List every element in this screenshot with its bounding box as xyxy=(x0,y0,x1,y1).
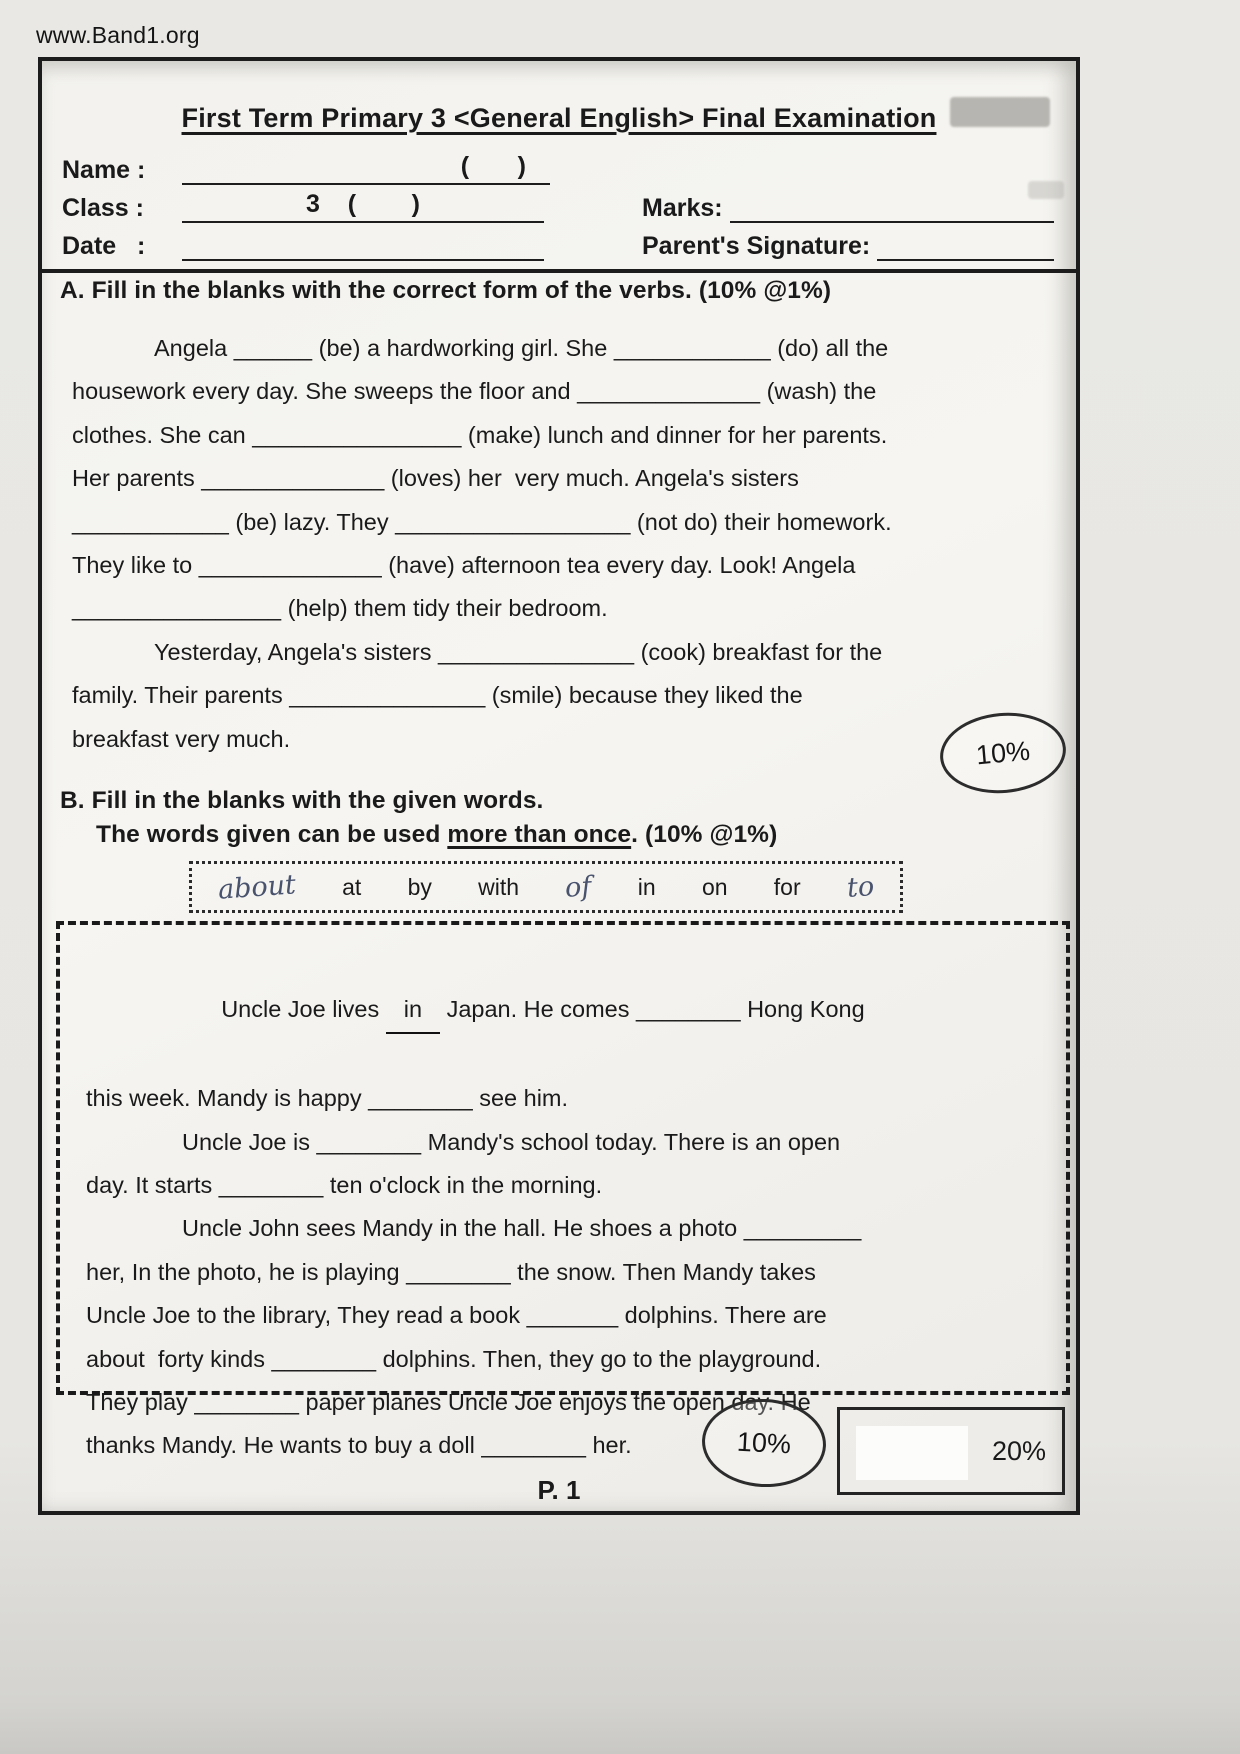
word-bank-item: on xyxy=(701,873,728,900)
word-bank-item-handwritten: about xyxy=(217,868,297,906)
section-a-passage xyxy=(72,327,1058,631)
word-bank-item: with xyxy=(478,873,520,900)
scan-whiteout xyxy=(856,1426,968,1480)
name-blank xyxy=(182,152,550,185)
section-a-heading: A. Fill in the blanks with the correct form of the verbs. (10% @1%) xyxy=(60,277,832,304)
heading-underlined-phrase: more than once xyxy=(447,821,632,848)
passage-line: Angela ______ (be) a hardworking girl. She ____________ (do) all the xyxy=(154,335,889,361)
header-divider xyxy=(38,269,1080,273)
site-watermark: www.Band1.org xyxy=(36,22,200,48)
word-bank-item: by xyxy=(407,873,432,900)
passage-line xyxy=(86,945,1056,1077)
example-answer: in xyxy=(386,988,440,1033)
section-b-score-badge: 10% xyxy=(700,1396,828,1490)
word-bank-item-handwritten: to xyxy=(845,870,876,904)
passage-line: this week. Mandy is happy ________ see him. xyxy=(86,1085,569,1112)
total-score-value: 20% xyxy=(991,1436,1046,1466)
section-b-heading-line2 xyxy=(60,821,1058,849)
passage-line: day. It starts ________ ten o'clock in the morning. xyxy=(86,1172,603,1199)
date-label: Date : xyxy=(62,232,153,260)
signature-blank xyxy=(877,228,1054,261)
word-bank-item: at xyxy=(342,873,362,900)
passage-line: Uncle Joe to the library, They read a book _______ dolphins. There are xyxy=(86,1302,827,1329)
passage-line: breakfast very much. xyxy=(72,725,291,752)
exam-paper xyxy=(38,57,1080,1515)
page-number: P. 1 xyxy=(537,1475,581,1505)
passage-line: They like to ______________ (have) afternoon tea every day. Look! Angela xyxy=(72,552,856,579)
marks-blank xyxy=(730,190,1054,223)
passage-line: clothes. She can ________________ (make) lunch and dinner for her parents. xyxy=(72,421,888,448)
passage-line: Uncle Joe is ________ Mandy's school today. There is an open xyxy=(182,1128,841,1155)
passage-line: Her parents ______________ (loves) her very much. Angela's sisters xyxy=(72,465,799,492)
section-a-passage-2 xyxy=(72,631,1058,761)
class-number-paren: ( ) xyxy=(460,152,526,180)
passage-text: Japan. He comes ________ Hong Kong xyxy=(440,996,865,1023)
marks-label: Marks: xyxy=(642,194,730,222)
class-label: Class : xyxy=(62,194,151,222)
passage-line: thanks Mandy. He wants to buy a doll ________ her. xyxy=(86,1432,632,1459)
name-row xyxy=(62,149,1054,185)
word-bank-item: in xyxy=(637,873,656,900)
class-row xyxy=(62,187,1054,223)
section-a-score-badge: 10% xyxy=(937,708,1069,799)
word-bank-item-handwritten: of xyxy=(564,870,593,904)
word-bank-item: for xyxy=(773,873,801,900)
heading-text: The words given can be used xyxy=(96,821,448,848)
passage-line: about forty kinds ________ dolphins. Then, they go to the playground. xyxy=(86,1345,822,1372)
passage-line: They play ________ paper planes Uncle Joe enjoys the open day. He xyxy=(86,1389,811,1416)
name-label: Name : xyxy=(62,156,153,184)
heading-text: . (10% @1%) xyxy=(631,821,778,848)
date-blank xyxy=(182,228,544,261)
signature-label: Parent's Signature: xyxy=(642,232,878,260)
passage-line: family. Their parents _______________ (smile) because they liked the xyxy=(72,682,803,709)
exam-title: First Term Primary 3 <General English> Final Examination xyxy=(181,103,937,133)
word-bank xyxy=(189,861,903,913)
passage-line: her, In the photo, he is playing ________ the snow. Then Mandy takes xyxy=(86,1258,816,1285)
passage-line: Yesterday, Angela's sisters _______________ (cook) breakfast for the xyxy=(154,639,883,665)
class-blank: 3 ( ) xyxy=(182,190,544,223)
date-row xyxy=(62,225,1054,261)
passage-line: Uncle John sees Mandy in the hall. He shoes a photo _________ xyxy=(182,1215,862,1242)
passage-text: Uncle Joe lives xyxy=(221,996,386,1023)
passage-line: ____________ (be) lazy. They __________________ (not do) their homework. xyxy=(72,508,892,535)
passage-line: ________________ (help) them tidy their bedroom. xyxy=(72,595,608,622)
passage-line: housework every day. She sweeps the floor and ______________ (wash) the xyxy=(72,378,877,405)
section-b-heading: B. Fill in the blanks with the given words. xyxy=(60,787,544,814)
